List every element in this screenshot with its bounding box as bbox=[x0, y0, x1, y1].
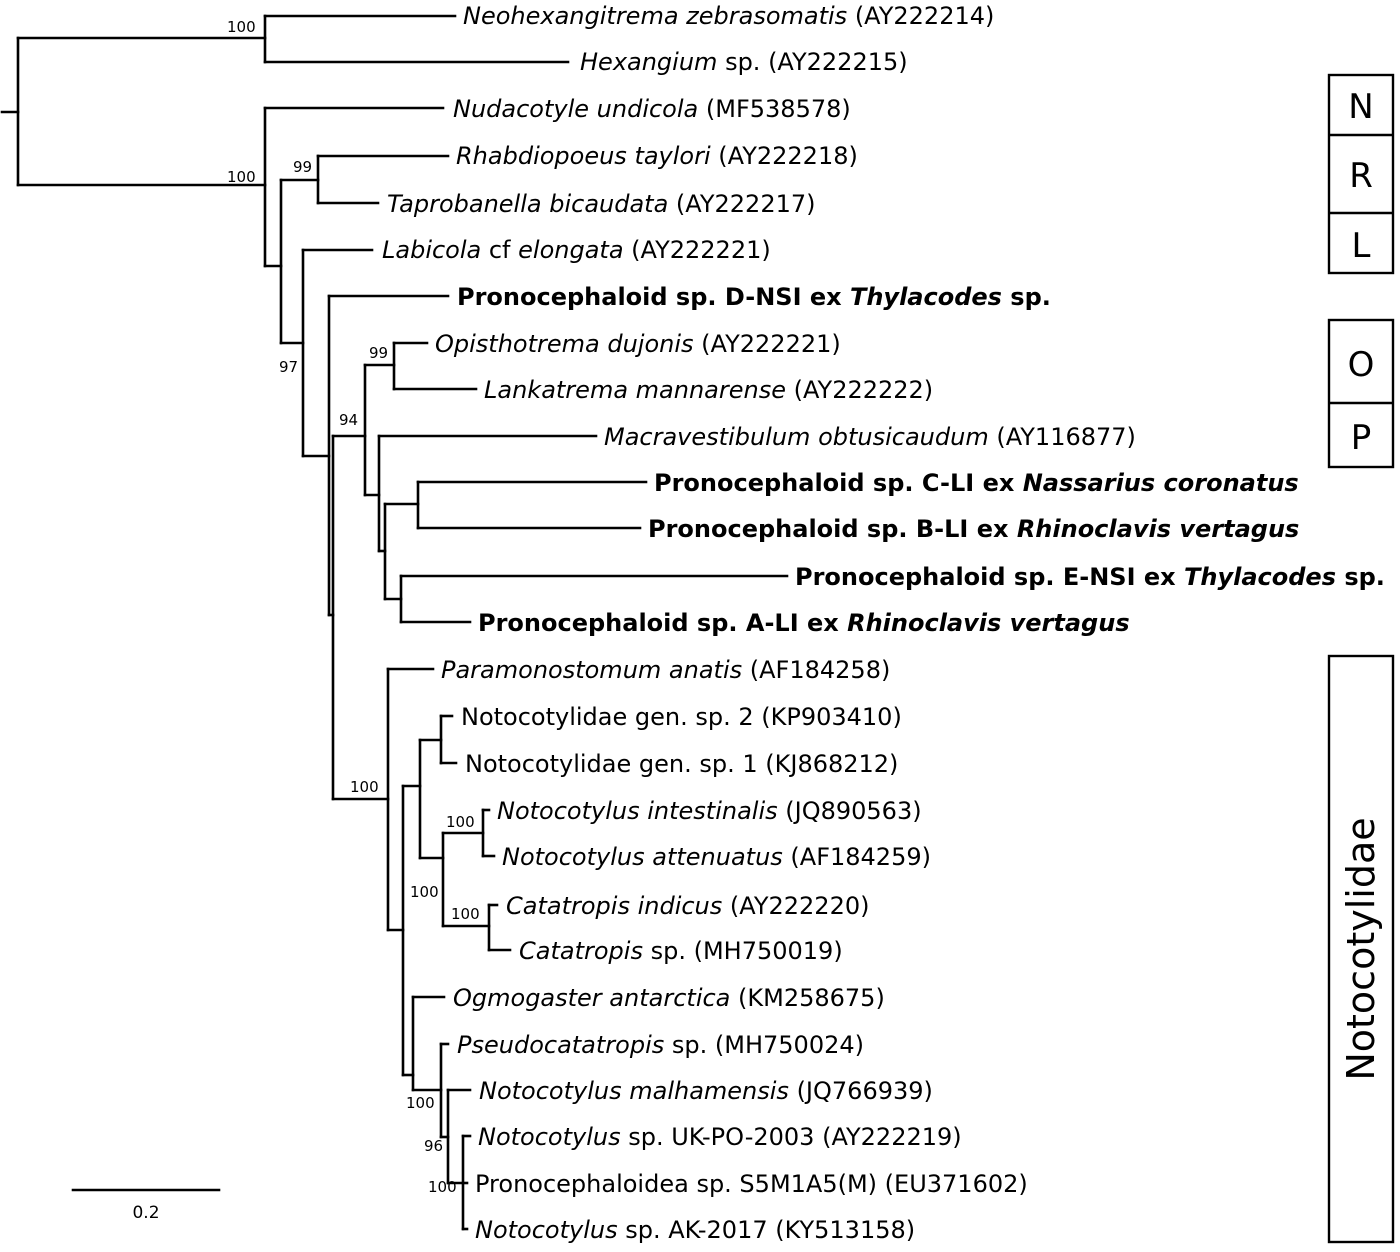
taxon-label-part: Notocotylidae gen. sp. 1 (KJ868212) bbox=[465, 750, 899, 778]
taxon-label-part: elongata bbox=[518, 236, 624, 264]
taxon-label bbox=[382, 236, 771, 264]
taxon-label bbox=[456, 142, 858, 170]
taxon-label-part: sp. (MH750024) bbox=[664, 1031, 864, 1059]
taxon-label bbox=[478, 609, 1130, 637]
support-value: 100 bbox=[428, 1178, 457, 1196]
taxon-label-part: Lankatrema mannarense bbox=[484, 376, 786, 404]
taxon-label-part: Notocotylus bbox=[478, 1123, 621, 1151]
support-value: 100 bbox=[350, 778, 379, 796]
taxon-label-part: Pronocephaloid sp. C-LI ex bbox=[654, 469, 1023, 497]
taxon-label-part: Thylacodes bbox=[849, 283, 1002, 311]
taxon-label-part: Macravestibulum obtusicaudum bbox=[604, 423, 989, 451]
scale-bar-label: 0.2 bbox=[132, 1203, 160, 1223]
taxon-label-part: (AY222214) bbox=[847, 2, 995, 30]
taxon-label-part: (JQ890563) bbox=[777, 797, 922, 825]
taxon-label-part: Pronocephaloid sp. B-LI ex bbox=[648, 515, 1017, 543]
taxon-label-part: Notocotylidae gen. sp. 2 (KP903410) bbox=[461, 703, 902, 731]
taxon-label bbox=[457, 283, 1051, 311]
taxon-labels bbox=[382, 2, 1385, 1244]
taxon-label bbox=[387, 190, 815, 218]
taxon-label-part: (KM258675) bbox=[730, 984, 885, 1012]
taxon-label-part: Pronocephaloid sp. A-LI ex bbox=[478, 609, 848, 637]
taxon-label-part: sp. AK-2017 (KY513158) bbox=[617, 1216, 916, 1244]
taxon-label-part: Pronocephaloid sp. E-NSI ex bbox=[795, 563, 1184, 591]
taxon-label-part: sp. UK-PO-2003 (AY222219) bbox=[620, 1123, 962, 1151]
taxon-label bbox=[461, 703, 902, 731]
taxon-label-part: (MF538578) bbox=[698, 95, 851, 123]
taxon-label bbox=[475, 1170, 1028, 1198]
support-value: 100 bbox=[446, 813, 475, 831]
taxon-label bbox=[648, 515, 1299, 543]
taxon-label-part: Rhabdiopoeus taylori bbox=[456, 142, 711, 170]
taxon-label-part: Taprobanella bicaudata bbox=[387, 190, 669, 218]
clade-label-n: N bbox=[1348, 87, 1374, 127]
taxon-label-part: (AF184258) bbox=[742, 656, 891, 684]
clade-label-l: L bbox=[1351, 226, 1371, 266]
taxon-label-part: Catatropis indicus bbox=[506, 892, 723, 920]
taxon-label-part: Catatropis bbox=[519, 937, 643, 965]
taxon-label-part: cf bbox=[481, 236, 519, 264]
taxon-label-part: sp. (MH750019) bbox=[642, 937, 843, 965]
taxon-label-part: (AY222218) bbox=[710, 142, 858, 170]
taxon-label-part: Thylacodes bbox=[1184, 563, 1336, 591]
taxon-label bbox=[580, 48, 908, 76]
taxon-label bbox=[463, 2, 994, 30]
taxon-label bbox=[457, 1031, 864, 1059]
support-value: 100 bbox=[406, 1094, 435, 1112]
support-value: 100 bbox=[410, 883, 439, 901]
taxon-label bbox=[479, 1077, 933, 1105]
support-value: 97 bbox=[279, 358, 299, 376]
taxon-label-part: (AY222222) bbox=[785, 376, 934, 404]
taxon-label-part: Notocotylus bbox=[475, 1216, 618, 1244]
taxon-label-part: sp. bbox=[1335, 563, 1385, 591]
taxon-label-part: sp. bbox=[1001, 283, 1051, 311]
taxon-label-part: (AY222217) bbox=[668, 190, 816, 218]
clade-label-notocotylidae: Notocotylidae bbox=[1339, 817, 1383, 1081]
taxon-label-part: (AY116877) bbox=[988, 423, 1136, 451]
clade-boxes bbox=[1329, 75, 1393, 1242]
taxon-label-part: Hexangium bbox=[580, 48, 718, 76]
taxon-label bbox=[441, 656, 890, 684]
taxon-label-part: Notocotylus attenuatus bbox=[502, 843, 783, 871]
taxon-label bbox=[465, 750, 898, 778]
taxon-label bbox=[435, 330, 841, 358]
taxon-label bbox=[453, 984, 885, 1012]
taxon-label-part: sp. (AY222215) bbox=[717, 48, 908, 76]
taxon-label-part: Nudacotyle undicola bbox=[453, 95, 699, 123]
taxon-label bbox=[484, 376, 933, 404]
taxon-label bbox=[502, 843, 931, 871]
support-value: 100 bbox=[227, 168, 256, 186]
taxon-label bbox=[519, 937, 843, 965]
taxon-label-part: Rhinoclavis vertagus bbox=[847, 609, 1130, 637]
support-value: 94 bbox=[339, 411, 359, 429]
clade-label-r: R bbox=[1349, 156, 1373, 196]
clade-label-o: O bbox=[1347, 345, 1375, 385]
taxon-label bbox=[478, 1123, 962, 1151]
taxon-label-part: Pseudocatatropis bbox=[457, 1031, 665, 1059]
taxon-label bbox=[453, 95, 851, 123]
taxon-label-part: (AY222220) bbox=[722, 892, 870, 920]
taxon-label-part: Rhinoclavis vertagus bbox=[1016, 515, 1300, 543]
clade-label-p: P bbox=[1350, 418, 1372, 458]
support-value: 100 bbox=[227, 18, 256, 36]
taxon-label-part: Opisthotrema dujonis bbox=[435, 330, 694, 358]
scale-bar bbox=[73, 1190, 219, 1223]
taxon-label-part: Pronocephaloidea sp. S5M1A5(M) (EU371602) bbox=[475, 1170, 1028, 1198]
taxon-label-part: (AF184259) bbox=[782, 843, 931, 871]
taxon-label-part: Nassarius coronatus bbox=[1022, 469, 1299, 497]
taxon-label-part: (AY222221) bbox=[693, 330, 841, 358]
taxon-label-part: Notocotylus malhamensis bbox=[479, 1077, 789, 1105]
taxon-label bbox=[497, 797, 922, 825]
support-value: 99 bbox=[293, 158, 313, 176]
taxon-label-part: Neohexangitrema zebrasomatis bbox=[463, 2, 848, 30]
taxon-label bbox=[795, 563, 1385, 591]
taxon-label-part: (JQ766939) bbox=[788, 1077, 933, 1105]
taxon-label-part: Notocotylus intestinalis bbox=[497, 797, 778, 825]
taxon-label-part: Pronocephaloid sp. D-NSI ex bbox=[457, 283, 850, 311]
taxon-label bbox=[506, 892, 869, 920]
taxon-label-part: Paramonostomum anatis bbox=[441, 656, 743, 684]
taxon-label bbox=[654, 469, 1299, 497]
taxon-label-part: Labicola bbox=[382, 236, 482, 264]
taxon-label-part: (AY222221) bbox=[623, 236, 771, 264]
support-value: 96 bbox=[424, 1137, 444, 1155]
taxon-label bbox=[604, 423, 1136, 451]
support-value: 99 bbox=[369, 344, 389, 362]
taxon-label-part: Ogmogaster antarctica bbox=[453, 984, 731, 1012]
taxon-label bbox=[475, 1216, 915, 1244]
support-value: 100 bbox=[451, 905, 480, 923]
